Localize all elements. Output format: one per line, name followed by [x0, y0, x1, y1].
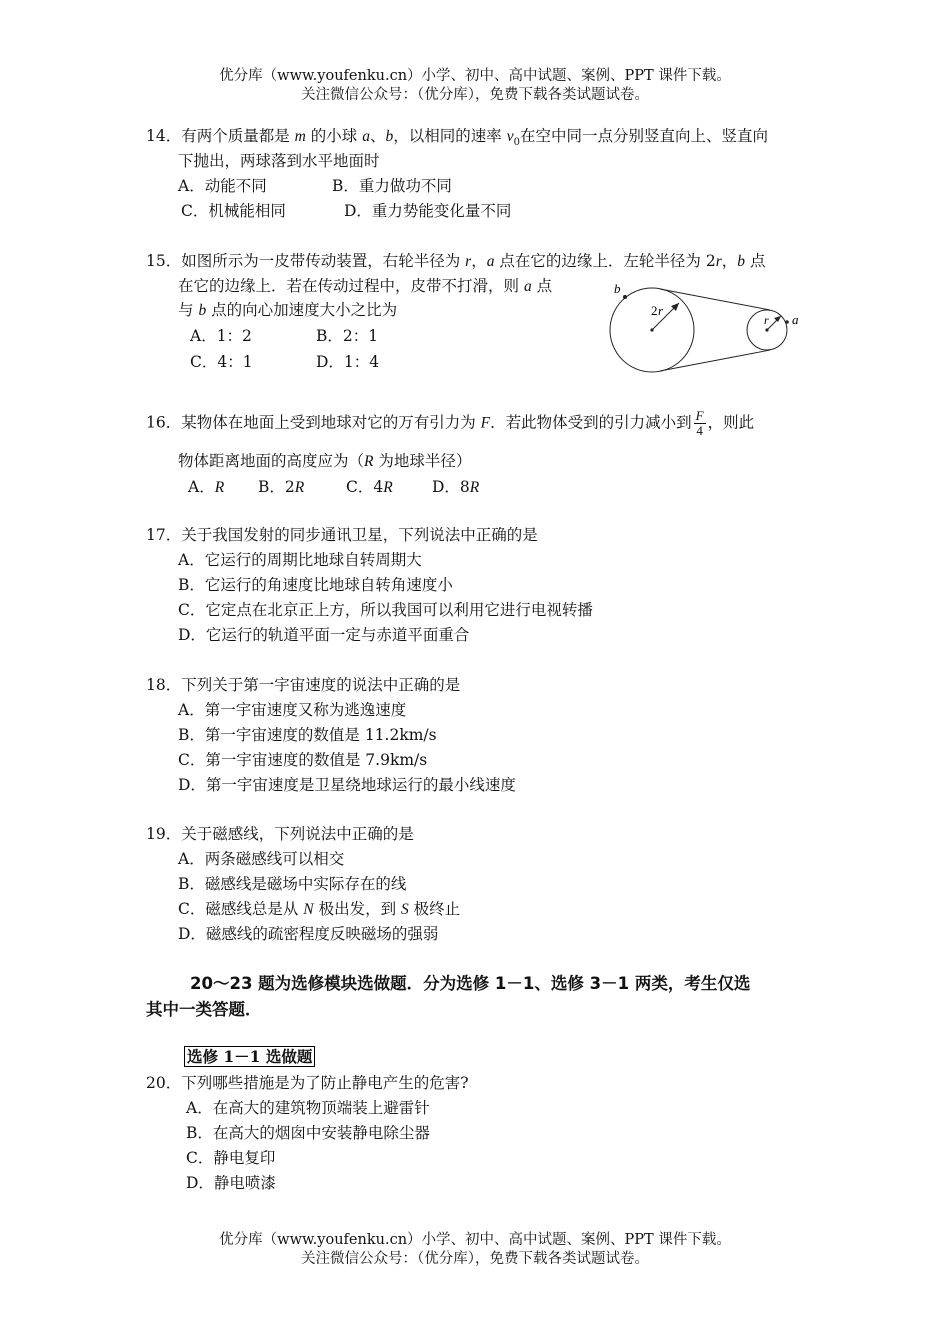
- q16-option-d: D．8R: [432, 478, 480, 496]
- footer-line-1: 优分库（www.youfenku.cn）小学、初中、高中试题、案例、PPT 课件下载。: [219, 1232, 731, 1248]
- q18-option-c: C．第一宇宙速度的数值是 7.9km/s: [178, 751, 428, 769]
- q20-option-c: C．静电复印: [186, 1149, 276, 1167]
- q18-stem: 18．下列关于第一宇宙速度的说法中正确的是: [146, 676, 461, 694]
- q18-number: 18．: [146, 676, 182, 694]
- section-note-line-2: 其中一类答题．: [146, 1000, 262, 1019]
- q17-stem: 17．关于我国发射的同步通讯卫星，下列说法中正确的是: [146, 526, 538, 544]
- q20-option-a: A．在高大的建筑物顶端装上避雷针: [186, 1099, 430, 1117]
- q14-stem-line-1: 14．有两个质量都是 m 的小球 a、b，以相同的速率 $v_0$在空中同一点分别竖直向上、竖直向: [146, 127, 768, 149]
- label-r: r: [764, 313, 769, 327]
- section-note-line-1: 20～23 题为选修模块选做题．分为选修 1－1、选修 3－1 两类，考生仅选: [190, 974, 751, 993]
- q15-number: 15．: [146, 252, 182, 270]
- label-2r-coefficient: 2: [651, 303, 658, 318]
- q16-option-a: A．R: [188, 478, 225, 496]
- point-a: [785, 320, 789, 324]
- header-line-1: 优分库（www.youfenku.cn）小学、初中、高中试题、案例、PPT 课件下载。: [219, 68, 731, 84]
- q17-option-d: D．它运行的轨道平面一定与赤道平面重合: [178, 626, 470, 644]
- q16-option-b: B．2R: [258, 478, 305, 496]
- belt-bottom: [660, 350, 770, 371]
- q14-option-b: B．重力做功不同: [332, 177, 452, 195]
- header-line-2: 关注微信公众号：（优分库），免费下载各类试题试卷。: [301, 87, 649, 103]
- q19-option-b: B．磁感线是磁场中实际存在的线: [178, 875, 407, 893]
- q15-stem-line-3: 与 b 点的向心加速度大小之比为: [178, 301, 398, 319]
- label-b: b: [614, 281, 621, 296]
- q14-option-c: C．机械能相同: [181, 202, 286, 220]
- q15-option-d: D．1：4: [316, 353, 380, 371]
- q18-option-b: B．第一宇宙速度的数值是 11.2km/s: [178, 726, 437, 744]
- q20-option-d: D．静电喷漆: [186, 1174, 276, 1192]
- elective-box-label: 选修 1－1 选做题: [184, 1046, 315, 1068]
- q14-stem-line-2: 下抛出，两球落到水平地面时: [178, 152, 380, 170]
- q15-stem-line-1: 15．如图所示为一皮带传动装置，右轮半径为 r，a 点在它的边缘上．左轮半径为 2r，b 点: [146, 252, 766, 270]
- q19-option-d: D．磁感线的疏密程度反映磁场的强弱: [178, 925, 439, 943]
- q19-option-a: A．两条磁感线可以相交: [178, 850, 345, 868]
- point-b: [623, 295, 627, 299]
- q20-number: 20．: [146, 1074, 182, 1092]
- q16-stem-line-2: 物体距离地面的高度应为（R 为地球半径）: [178, 452, 472, 470]
- q20-stem: 20．下列哪些措施是为了防止静电产生的危害?: [146, 1074, 469, 1092]
- q19-stem: 19．关于磁感线，下列说法中正确的是: [146, 825, 414, 843]
- q19-number: 19．: [146, 825, 182, 843]
- q16-stem-line-1: 16．某物体在地面上受到地球对它的万有引力为 F．若此物体受到的引力减小到 $\frac{F}{4}$ ，则此: [146, 408, 755, 438]
- footer-line-2: 关注微信公众号：（优分库），免费下载各类试题试卷。: [301, 1251, 649, 1267]
- q18-option-a: A．第一宇宙速度又称为逃逸速度: [178, 701, 407, 719]
- q17-option-c: C．它定点在北京正上方，所以我国可以利用它进行电视转播: [178, 601, 593, 619]
- label-2r-variable: r: [658, 303, 664, 318]
- q14-number: 14．: [146, 127, 182, 145]
- q16-number: 16．: [146, 413, 182, 432]
- q14-option-d: D．重力势能变化量不同: [344, 202, 512, 220]
- q18-option-d: D．第一宇宙速度是卫星绕地球运行的最小线速度: [178, 776, 516, 794]
- q17-option-b: B．它运行的角速度比地球自转角速度小: [178, 576, 453, 594]
- fraction-f-over-4: $\frac{F}{4}$: [695, 408, 704, 438]
- q16-option-c: C．4R: [346, 478, 393, 496]
- q20-option-b: B．在高大的烟囱中安装静电除尘器: [186, 1124, 430, 1142]
- right-radius-arrow: [774, 316, 781, 322]
- belt-drive-figure: [600, 278, 820, 378]
- q17-number: 17．: [146, 526, 182, 544]
- q15-option-c: C．4：1: [190, 353, 253, 371]
- label-a: a: [792, 312, 799, 327]
- q15-option-a: A．1：2: [190, 327, 252, 345]
- q19-option-c: C．磁感线总是从 N 极出发，到 S 极终止: [178, 900, 461, 918]
- q14-option-a: A．动能不同: [178, 177, 267, 195]
- q15-stem-line-2: 在它的边缘上．若在传动过程中，皮带不打滑，则 a 点: [178, 277, 553, 295]
- q17-option-a: A．它运行的周期比地球自转周期大: [178, 551, 422, 569]
- q15-option-b: B．2：1: [316, 327, 379, 345]
